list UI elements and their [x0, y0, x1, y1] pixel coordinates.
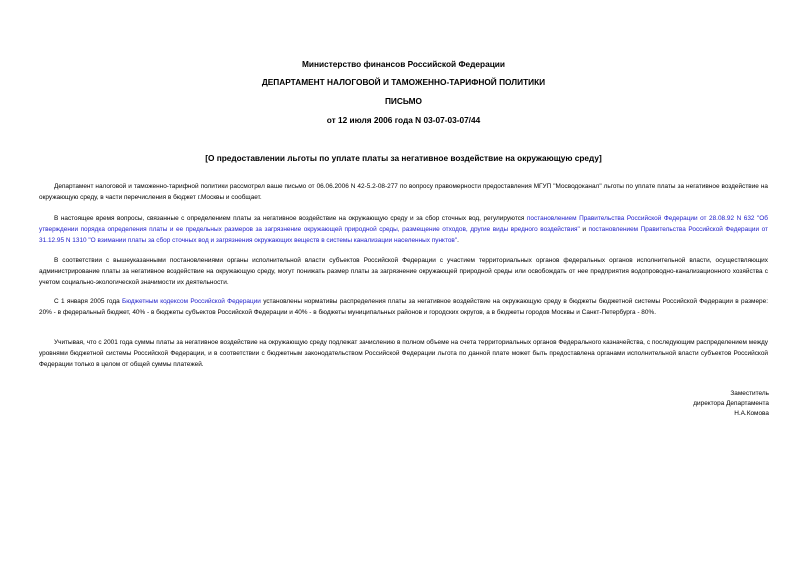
paragraph-text: В настоящее время вопросы, связанные с определением платы за негативное воздействие на окружающую среду и за сбор сточных вод, регулируются: [54, 215, 527, 222]
paragraph-text: и: [579, 226, 589, 234]
signature-name: Н.А.Комова: [734, 410, 769, 417]
paragraph-text: установлены нормативы распределения платы за негативное воздействие на окружающую среду в бюджеты бюджетной системы Российской Федерации в размере: 20% - в федеральный бюджет, 40% - в бюджеты субъектов Российской Федерации и 40% - в бюджеты муниципальных районов и городских округов, а в бюджеты городов Москвы и Санкт-Петербурга - 80%.: [39, 298, 768, 317]
document-subject: [О предоставлении льготы по уплате платы за негативное воздействие на окружающую среду]: [205, 153, 602, 163]
signature-position: Заместитель: [730, 390, 769, 397]
link-budget-code[interactable]: Бюджетным кодексом Российской Федерации: [122, 298, 261, 305]
paragraph-regulation: [39, 213, 768, 247]
paragraph-text: С 1 января 2005 года: [54, 298, 123, 305]
document-date-number: от 12 июля 2006 года N 03-07-03-07/44: [326, 115, 481, 125]
paragraph-text: .: [457, 237, 459, 245]
paragraph-budget-code: [39, 296, 768, 318]
link-resolution-632[interactable]: постановлением Правительства Российской Федерации от 28.08.92 N 632 "Об утверждении порядка определения платы и ее предельных размеров за загрязнение окружающей природной среды, размещение отходов, другие виды вредного воздействия": [39, 215, 768, 234]
paragraph-conclusion: Учитывая, что с 2001 года суммы платы за негативное воздействие на окружающую среду подлежат зачислению в полном объеме на счета территориальных органов Федерального казначейства, с последующим распределением между уровнями бюджетной системы Российской Федерации, и в соответствии с бюджетным законодательством Российской Федерации льгота по данной плате может быть предоставлена органами исполнительной власти субъектов Российской Федерации только в целом от общей суммы платежей.: [39, 339, 768, 369]
ministry-title: Министерство финансов Российской Федерации: [301, 59, 506, 69]
department-title: ДЕПАРТАМЕНТ НАЛОГОВОЙ И ТАМОЖЕННО-ТАРИФНОЙ ПОЛИТИКИ: [261, 77, 546, 87]
signature-department: директора Департамента: [693, 400, 769, 407]
paragraph-intro: Департамент налоговой и таможенно-тарифной политики рассмотрел ваше письмо от 06.06.2006 N 42-5.2-08-277 по вопросу правомерности предоставления МГУП "Мосводоканал" льготы по уплате платы за негативное воздействие на окружающую среду, в части перечисления в бюджет г.Москвы и сообщает.: [39, 183, 768, 202]
paragraph-authorities: В соответствии с вышеуказанными постановлениями органы исполнительной власти субъектов Российской Федерации с участием территориальных органов федеральных органов исполнительной власти, осуществляющих администрирование платы за негативное воздействие на окружающую среду, могут понижать размер платы за загрязнение окружающей природной среды или освобождать от нее предприятия водопроводно-канализационного хозяйства с учетом социально-экологической значимости их деятельности.: [39, 257, 768, 287]
link-resolution-1310[interactable]: постановлением Правительства Российской Федерации от 31.12.95 N 1310 "О взимании платы за сбор сточных вод и загрязнения окружающих веществ в системы канализации населенных пунктов": [39, 226, 768, 245]
document-type: ПИСЬМО: [384, 96, 423, 106]
